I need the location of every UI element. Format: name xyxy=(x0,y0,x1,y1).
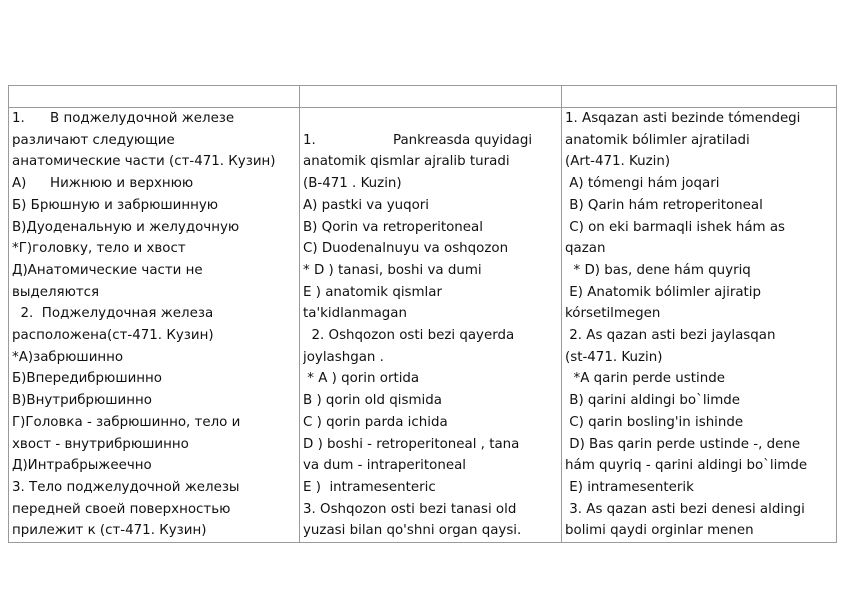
text-line: E) intramesenterik xyxy=(565,479,694,495)
text-line: E) Anatomik bólimler ajiratip xyxy=(565,284,761,300)
text-line: *A qarin perde ustinde xyxy=(565,371,725,387)
line-text: Pankreasda quyidagi xyxy=(393,132,533,148)
text-line: B) Qarin hám retroperitoneal xyxy=(565,197,763,213)
text-line: расположена(ст-471. Кузин) xyxy=(12,328,214,344)
cell-body xyxy=(303,108,558,542)
text-line: anatomik qismlar ajralib turadi xyxy=(303,154,510,170)
question-number: 1. xyxy=(303,132,316,148)
text-line: 1. Asqazan asti bezinde tómendegi xyxy=(565,111,801,126)
text-line: B ) qorin old qismida xyxy=(303,393,442,409)
text-line: D ) boshi - retroperitoneal , tana xyxy=(303,436,520,452)
text-line: передней своей поверхностью xyxy=(12,501,231,517)
line-text: Нижнюю и верхнюю xyxy=(50,176,194,192)
text-line: D) Bas qarin perde ustinde -, dene xyxy=(565,436,801,452)
text-line: (st-471. Kuzin) xyxy=(565,349,663,365)
text-line: A) tómengi hám joqari xyxy=(565,176,720,192)
text-line: anatomik bólimler ajratiladi xyxy=(565,132,750,148)
cell-karakalpak xyxy=(562,108,837,543)
option-prefix: А) xyxy=(12,176,27,192)
text-line: хвост - внутрибрюшинно xyxy=(12,436,189,452)
text-line: анатомические части (ст-471. Кузин) xyxy=(12,154,276,170)
text-line: C) on eki barmaqli ishek hám as xyxy=(565,219,786,235)
text-line: * D) bas, dene hám quyriq xyxy=(565,262,751,278)
text-line: hám quyriq - qarini aldingi bo`limde xyxy=(565,458,808,474)
text-line: 3. Oshqozon osti bezi tanasi old xyxy=(303,501,517,517)
header-cell-3 xyxy=(562,86,837,108)
text-line: kórsetilmegen xyxy=(565,306,661,322)
text-line: Г)Головка - забрюшинно, тело и xyxy=(12,414,241,430)
line-text: В поджелудочной железе xyxy=(50,111,235,126)
text-line: qazan xyxy=(565,241,606,257)
cell-uzbek xyxy=(300,108,562,543)
text-line xyxy=(12,108,296,130)
text-line: Б)Впередибрюшинно xyxy=(12,371,162,387)
text-line: (Art-471. Kuzin) xyxy=(565,154,671,170)
text-line: различают следующие xyxy=(12,132,175,148)
text-line: * D ) tanasi, boshi va dumi xyxy=(303,262,482,278)
text-line xyxy=(303,130,558,152)
text-line: C) qarin bosling'in ishinde xyxy=(565,414,744,430)
text-line: *А)забрюшинно xyxy=(12,349,124,365)
text-line: E ) intramesenteric xyxy=(303,479,436,495)
question-number: 1. xyxy=(12,111,25,126)
text-line: 2. Поджелудочная железа xyxy=(12,306,214,322)
text-line: выделяются xyxy=(12,284,100,300)
text-line: C) Duodenalnuyu va oshqozon xyxy=(303,241,509,257)
text-line: В)Внутрибрюшинно xyxy=(12,393,152,409)
table-header-row xyxy=(9,86,837,108)
text-line: joylashgan . xyxy=(303,349,384,365)
header-cell-1 xyxy=(9,86,300,108)
text-line: (B-471 . Kuzin) xyxy=(303,176,402,192)
text-line: В)Дуоденальную и желудочную xyxy=(12,219,240,235)
text-line: 2. As qazan asti bezi jaylasqan xyxy=(565,328,776,344)
text-line xyxy=(12,173,296,195)
text-line: 2. Oshqozon osti bezi qayerda xyxy=(303,328,515,344)
text-line: B) Qorin va retroperitoneal xyxy=(303,219,483,235)
text-line: B) qarini aldingi bo`limde xyxy=(565,393,741,409)
text-line: Д)Интрабрыжеечно xyxy=(12,458,152,474)
text-line: E ) anatomik qismlar xyxy=(303,284,442,300)
text-line: va dum - intraperitoneal xyxy=(303,458,466,474)
text-line: A) pastki va yuqori xyxy=(303,197,430,213)
header-cell-2 xyxy=(300,86,562,108)
text-line: bolimi qaydi orginlar menen xyxy=(565,523,754,539)
cell-russian xyxy=(9,108,300,543)
text-line: 3. Тело поджелудочной железы xyxy=(12,479,240,495)
text-line: Б) Брюшную и забрюшинную xyxy=(12,197,219,213)
text-line: прилежит к (ст-471. Кузин) xyxy=(12,523,207,539)
text-line: 3. As qazan asti bezi denesi aldingi xyxy=(565,501,805,517)
text-line: * A ) qorin ortida xyxy=(303,371,420,387)
text-line: C ) qorin parda ichida xyxy=(303,414,448,430)
text-line: Д)Анатомические части не xyxy=(12,262,203,278)
text-line: *Г)головку, тело и хвост xyxy=(12,241,186,257)
document-table xyxy=(8,85,837,543)
text-line: yuzasi bilan qo'shni organ qaysi. xyxy=(303,523,522,539)
table-body-row xyxy=(9,108,837,543)
text-line: ta'kidlanmagan xyxy=(303,306,407,322)
